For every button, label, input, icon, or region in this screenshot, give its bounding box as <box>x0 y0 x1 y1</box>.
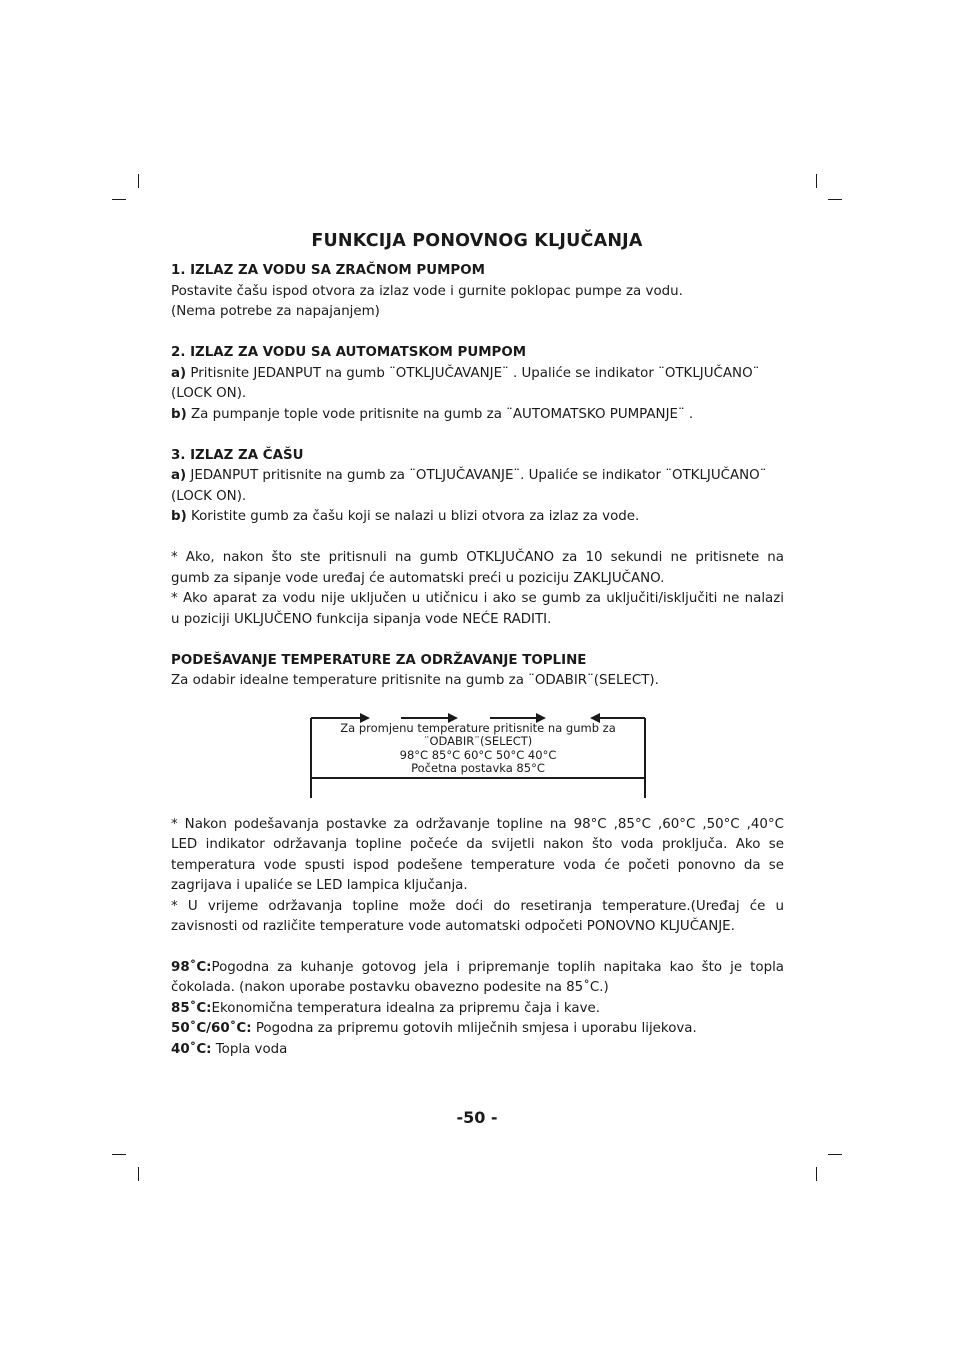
temp-text: Pogodna za pripremu gotovih mliječnih smjesa i uporabu lijekova. <box>251 1021 697 1036</box>
section-3-a <box>171 466 784 487</box>
list-text: Za pumpanje tople vode pritisnite na gumb za ¨AUTOMATSKO PUMPANJE¨ . <box>186 407 694 422</box>
crop-mark <box>138 1167 139 1181</box>
temp-label: 40˚C: <box>171 1042 212 1057</box>
note-line: * Nakon podešavanja postavke za održavanje topline na 98°C ,85°C ,60°C ,50°C ,40°C <box>171 817 784 832</box>
crop-mark <box>828 1154 842 1155</box>
note-line: * Ako aparat za vodu nije uključen u utičnicu i ako se gumb za uključiti/isključiti ne nalazi <box>171 591 784 606</box>
crop-mark <box>112 199 126 200</box>
diagram-default: Početna postavka 85°C <box>411 761 545 775</box>
temp-text: Pogodna za kuhanje gotovog jela i pripremanje toplih napitaka kao što je topla <box>211 960 784 975</box>
temp-text: Topla voda <box>211 1042 288 1057</box>
diagram-temperatures: 98°C 85°C 60°C 50°C 40°C <box>399 748 557 762</box>
temp-40-line <box>171 1040 784 1061</box>
temp-label: 50˚C/60˚C: <box>171 1021 252 1036</box>
list-text: Pritisnite JEDANPUT na gumb ¨OTKLJUČAVANJE¨ . Upaliće se indikator ¨OTKLJUČANO¨ <box>186 366 760 381</box>
list-label: a) <box>171 366 187 381</box>
crop-mark <box>138 174 139 188</box>
list-label: a) <box>171 468 187 483</box>
section-2-heading: 2. IZLAZ ZA VODU SA AUTOMATSKOM PUMPOM <box>171 345 527 360</box>
section-1-heading: 1. IZLAZ ZA VODU SA ZRAČNOM PUMPOM <box>171 263 485 278</box>
note-line: * U vrijeme održavanja topline može doći do resetiranja temperature.(Uređaj će u <box>171 899 784 914</box>
note-line: zavisnosti od različite temperature vode automatski odpočeti PONOVNO KLJUČANJE. <box>171 919 735 934</box>
diagram-button-name: ¨ODABIR¨(SELECT) <box>423 734 533 748</box>
section-3-heading: 3. IZLAZ ZA ČAŠU <box>171 448 304 463</box>
temperature-heading: PODEŠAVANJE TEMPERATURE ZA ODRŽAVANJE TOPLINE <box>171 653 587 668</box>
list-text: JEDANPUT pritisnite na gumb za ¨OTLJUČAVANJE¨. Upaliće se indikator ¨OTKLJUČANO¨ <box>186 468 767 483</box>
temperature-cycle-diagram <box>310 712 646 800</box>
section-2-a <box>171 364 784 385</box>
note-line: zagrijava i upaliće se LED lampica ključanja. <box>171 878 468 893</box>
note-line: temperatura vode spusti ispod podešene temperature voda će početi ponovno da se <box>171 858 784 873</box>
list-label: b) <box>171 509 187 524</box>
crop-mark <box>828 199 842 200</box>
section-3-a-cont: (LOCK ON). <box>171 489 247 504</box>
note-line: * Ako, nakon što ste pritisnuli na gumb OTKLJUČANO za 10 sekundi ne pritisnete na <box>171 550 784 565</box>
crop-mark <box>816 1167 817 1181</box>
list-label: b) <box>171 407 187 422</box>
crop-mark <box>816 174 817 188</box>
section-1-line-2: (Nema potrebe za napajanjem) <box>171 304 380 319</box>
section-2-b <box>171 405 784 426</box>
page-number: -50 - <box>456 1108 498 1127</box>
crop-mark <box>112 1154 126 1155</box>
diagram-instruction: Za promjenu temperature pritisnite na gumb za <box>340 721 616 735</box>
list-text: Koristite gumb za čašu koji se nalazi u blizi otvora za izlaz za vode. <box>186 509 640 524</box>
note-line: LED indikator održavanja topline počeće da svijetli nakon što voda proključa. Ako se <box>171 837 784 852</box>
section-1-line-1: Postavite čašu ispod otvora za izlaz vode i gurnite poklopac pumpe za vodu. <box>171 284 683 299</box>
page-title: FUNKCIJA PONOVNOG KLJUČANJA <box>311 231 643 251</box>
temperature-line: Za odabir idealne temperature pritisnite na gumb za ¨ODABIR¨(SELECT). <box>171 673 659 688</box>
temp-text: Ekonomična temperatura idealna za pripremu čaja i kave. <box>211 1001 601 1016</box>
section-2-a-cont: (LOCK ON). <box>171 386 247 401</box>
temp-label: 98˚C: <box>171 960 212 975</box>
note-line: gumb za sipanje vode uređaj će automatski preći u poziciju ZAKLJUČANO. <box>171 571 665 586</box>
temp-50-60-line <box>171 1019 784 1040</box>
temp-label: 85˚C: <box>171 1001 212 1016</box>
note-line: u poziciji UKLJUČENO funkcija sipanja vode NEĆE RADITI. <box>171 612 552 627</box>
temp-98-cont: čokolada. (nakon uporabe postavku obavezno podesite na 85˚C.) <box>171 980 609 995</box>
temp-98-line <box>171 958 784 979</box>
section-3-b <box>171 507 784 528</box>
temp-85-line <box>171 999 784 1020</box>
